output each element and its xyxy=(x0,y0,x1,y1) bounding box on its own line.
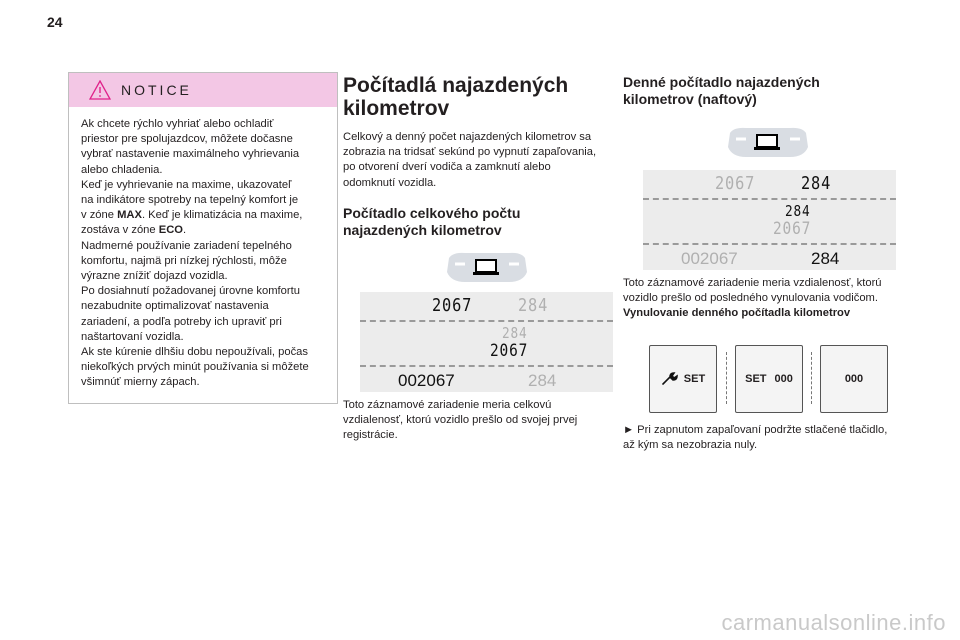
section-title: Počítadlá najazdených kilometrov xyxy=(343,74,569,120)
notice-max: MAX xyxy=(117,209,142,222)
display-trip-value: 284 xyxy=(801,173,832,194)
reset-step-3 xyxy=(820,345,888,413)
trip-odometer-display xyxy=(643,170,896,270)
display-trip-value: 284 xyxy=(811,249,840,268)
display-total-value: 002067 xyxy=(398,371,455,390)
notice-text: . Nadmerné používanie zariadení tepelného komfortu, najmä pri nízkej rýchlosti, môže výrazne znížiť dojazd vozidla. Po dosiahnutí požadovanej úrovne komfortu nezabudnite optimalizovať nastavenia zariadení, a podľa potreby ich upraviť pri naštartovaní vozidla. Ak ste kúrenie dlhšiu dobu nepoužívali, počas niekoľkých prvých minút používania si môžete všimnúť mierny zápach. xyxy=(81,224,309,389)
display-trip-value: 284 xyxy=(502,324,528,342)
watermark: carmanualsonline.info xyxy=(721,610,946,635)
total-odometer-display xyxy=(360,292,613,392)
instrument-cluster-icon xyxy=(726,125,810,161)
instrument-cluster-icon xyxy=(445,250,529,286)
set-label: SET xyxy=(683,373,706,385)
reset-step-1 xyxy=(649,345,717,413)
display-trip-value: 284 xyxy=(518,295,549,316)
trip-odometer-heading: Denné počítadlo najazdených kilometrov (naftový) xyxy=(623,74,820,107)
trip-odometer-section xyxy=(623,74,903,108)
divider xyxy=(643,198,896,200)
divider xyxy=(360,320,613,322)
warning-icon xyxy=(89,80,111,100)
reset-heading: Vynulovanie denného počítadla kilometrov xyxy=(623,307,851,320)
section-intro: Celkový a denný počet najazdených kilometrov sa zobrazia na tridsať sekúnd po vypnutí zapaľovania, po otvorení dverí vodiča a zamknutí alebo odomknutí vozidla. xyxy=(343,131,597,189)
separator xyxy=(726,352,727,404)
display-total-value: 2067 xyxy=(773,219,812,239)
separator xyxy=(811,352,812,404)
reset-instruction: ► Pri zapnutom zapaľovaní podržte stlačené tlačidlo, až kým sa nezobrazia nuly. xyxy=(623,424,888,452)
display-total-value: 2067 xyxy=(432,295,473,316)
page-number: 24 xyxy=(47,14,63,30)
divider xyxy=(360,365,613,367)
notice-eco: ECO xyxy=(158,224,183,237)
display-trip-value: 284 xyxy=(785,202,811,220)
odometer-section xyxy=(343,74,613,239)
display-total-value: 2067 xyxy=(715,173,756,194)
total-odometer-caption: Toto záznamové zariadenie meria celkovú vzdialenosť, ktorú vozidlo prešlo od svojej prvej registrácie. xyxy=(343,399,578,442)
total-odometer-heading: Počítadlo celkového počtu najazdených kilometrov xyxy=(343,204,521,238)
notice-text: Ak chcete rýchlo vyhriať alebo ochladiť priestor pre spolujazdcov, môžete dočasne vybrať nastavenie maximálneho vyhrievania alebo chladenia. Keď je vyhrievanie na maxime, ukazovateľ na indikátore spotreby na tepelný komfort je v zóne xyxy=(81,118,300,222)
notice-title: NOTICE xyxy=(121,82,192,98)
notice-header xyxy=(69,73,337,107)
zeros-label: 000 xyxy=(844,373,864,385)
set-label: SET xyxy=(745,373,767,385)
trip-odometer-text xyxy=(623,276,903,322)
trip-odometer-caption: Toto záznamové zariadenie meria vzdialenosť, ktorú vozidlo prešlo od posledného vynulovania vodičom. xyxy=(623,277,882,305)
notice-text: . Keď je klimatizácia na maxime, zostáva v zóne xyxy=(81,209,303,237)
wrench-icon xyxy=(661,372,679,386)
notice-box xyxy=(68,72,338,404)
zeros-label: 000 xyxy=(774,373,793,385)
divider xyxy=(643,243,896,245)
display-total-value: 2067 xyxy=(490,341,529,361)
display-trip-value: 284 xyxy=(528,371,557,390)
display-total-value: 002067 xyxy=(681,249,738,268)
reset-step-2 xyxy=(735,345,803,413)
notice-body xyxy=(69,107,333,391)
